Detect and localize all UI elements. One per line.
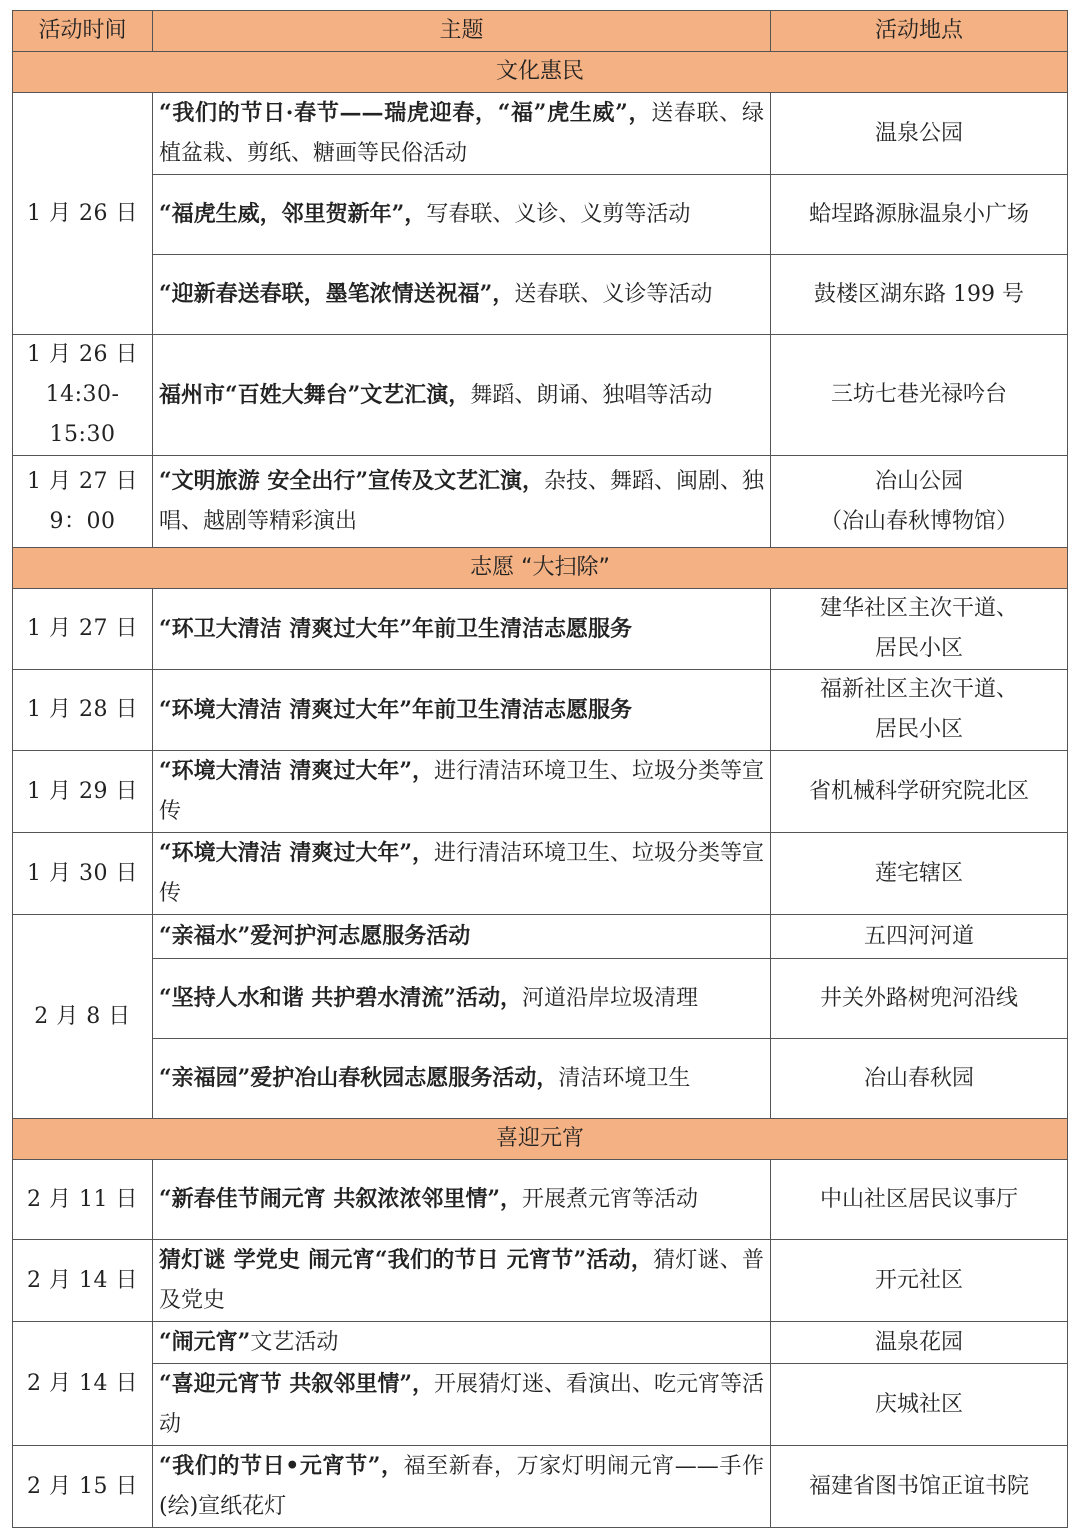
table-row — [13, 1160, 1068, 1240]
date-cell — [13, 1322, 153, 1446]
date-cell — [13, 335, 153, 456]
place-line: 福建省图书馆正谊书院 — [808, 1473, 1029, 1499]
topic-detail: 猜灯谜、普及党史 — [159, 1248, 764, 1313]
time-line: 9：00 — [49, 508, 116, 534]
place-line: 省机械科学研究院北区 — [808, 778, 1029, 804]
place-line: 温泉花园 — [874, 1329, 963, 1355]
topic-cell — [153, 255, 771, 335]
date-line: 1 月 29 日 — [27, 778, 138, 804]
topic-title: “环境大清洁 清爽过大年”年前卫生清洁志愿服务 — [159, 696, 632, 723]
topic-title: “喜迎元宵节 共叙邻里情”， — [159, 1371, 434, 1397]
date-cell — [13, 1160, 153, 1240]
place-line: 三坊七巷光禄吟台 — [830, 382, 1007, 407]
header-activity-place: 活动地点 — [771, 11, 1068, 52]
place-line: 五四河河道 — [863, 923, 974, 949]
topic-title: “闹元宵” — [159, 1329, 251, 1355]
place-line: 冶山春秋园 — [863, 1065, 974, 1091]
date-line: 2 月 11 日 — [27, 1186, 138, 1212]
topic-title: 猜灯谜 学党史 闹元宵“我们的节日 元宵节”活动， — [159, 1247, 654, 1273]
date-line: 1 月 28 日 — [27, 697, 138, 722]
topic-title: “我们的节日•元宵节”， — [159, 1453, 404, 1479]
table-header-row — [13, 11, 1068, 52]
table-row — [13, 1322, 1068, 1364]
section-title: 喜迎元宵 — [13, 1119, 1068, 1160]
table-row — [13, 915, 1068, 959]
topic-detail: 送春联、义诊等活动 — [514, 282, 713, 307]
date-cell — [13, 456, 153, 548]
topic-cell — [153, 915, 771, 959]
date-cell — [13, 1240, 153, 1322]
date-cell — [13, 589, 153, 670]
topic-title: “环境大清洁 清爽过大年”， — [159, 840, 434, 866]
date-line: 1 月 27 日 — [27, 468, 138, 494]
date-cell — [13, 751, 153, 833]
topic-title: “我们的节日·春节——瑞虎迎春，“福”虎生威”， — [159, 100, 652, 126]
table-row — [13, 335, 1068, 456]
table-row — [13, 670, 1068, 751]
topic-title: “迎新春送春联，墨笔浓情送祝福”， — [159, 281, 515, 307]
topic-detail: 送春联、绿植盆栽、剪纸、糖画等民俗活动 — [159, 101, 764, 166]
table-row — [13, 255, 1068, 335]
place-line: 居民小区 — [874, 636, 963, 661]
date-cell — [13, 1446, 153, 1528]
topic-cell — [153, 589, 771, 670]
topic-detail: 开展猜灯迷、看演出、吃元宵等活动 — [159, 1372, 764, 1437]
place-cell — [771, 1240, 1068, 1322]
place-cell — [771, 255, 1068, 335]
table-row — [13, 959, 1068, 1039]
topic-title: “环卫大清洁 清爽过大年”年前卫生清洁志愿服务 — [159, 615, 632, 642]
place-cell — [771, 915, 1068, 959]
place-cell — [771, 670, 1068, 751]
topic-cell — [153, 93, 771, 175]
topic-detail: 进行清洁环境卫生、垃圾分类等宣传 — [159, 841, 764, 906]
topic-detail: 福至新春，万家灯明闹元宵——手作(绘)宣纸花灯 — [159, 1454, 764, 1519]
place-line: 井关外路树兜河沿线 — [819, 985, 1018, 1011]
table-row — [13, 1364, 1068, 1446]
place-line: 居民小区 — [874, 717, 963, 742]
topic-detail: 杂技、舞蹈、闽剧、独唱、越剧等精彩演出 — [159, 469, 764, 534]
date-cell — [13, 833, 153, 915]
topic-title: “环境大清洁 清爽过大年”， — [159, 758, 434, 784]
table-row — [13, 833, 1068, 915]
place-cell — [771, 335, 1068, 456]
table-row — [13, 751, 1068, 833]
place-line: 鼓楼区湖东路 199 号 — [814, 281, 1024, 307]
topic-cell — [153, 751, 771, 833]
table-row — [13, 456, 1068, 548]
topic-cell — [153, 1364, 771, 1446]
topic-cell — [153, 670, 771, 751]
topic-cell — [153, 959, 771, 1039]
place-line: 莲宅辖区 — [874, 860, 963, 886]
place-cell — [771, 1364, 1068, 1446]
place-cell — [771, 93, 1068, 175]
topic-detail: 开展煮元宵等活动 — [521, 1187, 698, 1212]
place-line: （冶山春秋博物馆） — [819, 508, 1018, 534]
header-topic: 主题 — [153, 11, 771, 52]
date-line: 2 月 15 日 — [27, 1473, 138, 1499]
place-line: 开元社区 — [874, 1267, 963, 1293]
topic-title: 福州市“百姓大舞台”文艺汇演， — [159, 381, 471, 408]
place-cell — [771, 589, 1068, 670]
place-cell — [771, 175, 1068, 255]
topic-cell — [153, 833, 771, 915]
header-activity-time: 活动时间 — [13, 11, 153, 52]
date-line: 1 月 30 日 — [27, 860, 138, 886]
date-line: 2 月 14 日 — [27, 1267, 138, 1293]
place-cell — [771, 1039, 1068, 1119]
date-line: 1 月 26 日 — [27, 200, 138, 226]
topic-cell — [153, 456, 771, 548]
table-row — [13, 175, 1068, 255]
topic-title: “新春佳节闹元宵 共叙浓浓邻里情”， — [159, 1186, 522, 1212]
section-row — [13, 52, 1068, 93]
topic-title: “福虎生威，邻里贺新年”， — [159, 201, 427, 227]
section-row — [13, 1119, 1068, 1160]
place-line: 温泉公园 — [874, 120, 963, 146]
topic-title: “亲福水”爱河护河志愿服务活动 — [159, 923, 471, 949]
table-row — [13, 589, 1068, 670]
place-line: 福新社区主次干道、 — [819, 677, 1018, 702]
topic-cell — [153, 1039, 771, 1119]
topic-detail: 清洁环境卫生 — [558, 1066, 691, 1091]
topic-cell — [153, 175, 771, 255]
table-row — [13, 1446, 1068, 1528]
section-row — [13, 548, 1068, 589]
section-title: 志愿 “大扫除” — [13, 548, 1068, 589]
place-line: 中山社区居民议事厅 — [819, 1186, 1018, 1212]
place-cell — [771, 456, 1068, 548]
place-line: 建华社区主次干道、 — [819, 596, 1018, 621]
section-title: 文化惠民 — [13, 52, 1068, 93]
topic-title: “亲福园”爱护冶山春秋园志愿服务活动， — [159, 1065, 559, 1091]
place-line: 庆城社区 — [874, 1391, 963, 1417]
topic-cell — [153, 1446, 771, 1528]
topic-cell — [153, 1322, 771, 1364]
topic-title: “坚持人水和谐 共护碧水清流”活动， — [159, 985, 522, 1011]
place-cell — [771, 959, 1068, 1039]
date-cell — [13, 93, 153, 335]
place-line: 冶山公园 — [874, 468, 963, 494]
place-line: 蛤埕路源脉温泉小广场 — [808, 201, 1029, 227]
activity-schedule-table — [12, 10, 1068, 1528]
topic-detail: 舞蹈、朗诵、独唱等活动 — [470, 382, 713, 408]
date-line: 1 月 27 日 — [27, 616, 138, 641]
place-cell — [771, 833, 1068, 915]
date-cell — [13, 670, 153, 751]
time-line: 14:30-15:30 — [45, 382, 120, 447]
topic-detail: 进行清洁环境卫生、垃圾分类等宣传 — [159, 759, 764, 824]
place-cell — [771, 1322, 1068, 1364]
topic-cell — [153, 1160, 771, 1240]
topic-detail: 写春联、义诊、义剪等活动 — [426, 202, 691, 227]
date-line: 2 月 8 日 — [34, 1003, 131, 1029]
table-row — [13, 1039, 1068, 1119]
topic-detail: 河道沿岸垃圾清理 — [521, 986, 698, 1011]
table-row — [13, 93, 1068, 175]
table-row — [13, 1240, 1068, 1322]
date-line: 2 月 14 日 — [27, 1370, 138, 1396]
topic-cell — [153, 1240, 771, 1322]
topic-title: “文明旅游 安全出行”宣传及文艺汇演， — [159, 468, 544, 494]
topic-detail: 文艺活动 — [250, 1330, 339, 1355]
date-line: 1 月 26 日 — [27, 342, 138, 367]
topic-cell — [153, 335, 771, 456]
place-cell — [771, 1160, 1068, 1240]
date-cell — [13, 915, 153, 1119]
place-cell — [771, 751, 1068, 833]
place-cell — [771, 1446, 1068, 1528]
